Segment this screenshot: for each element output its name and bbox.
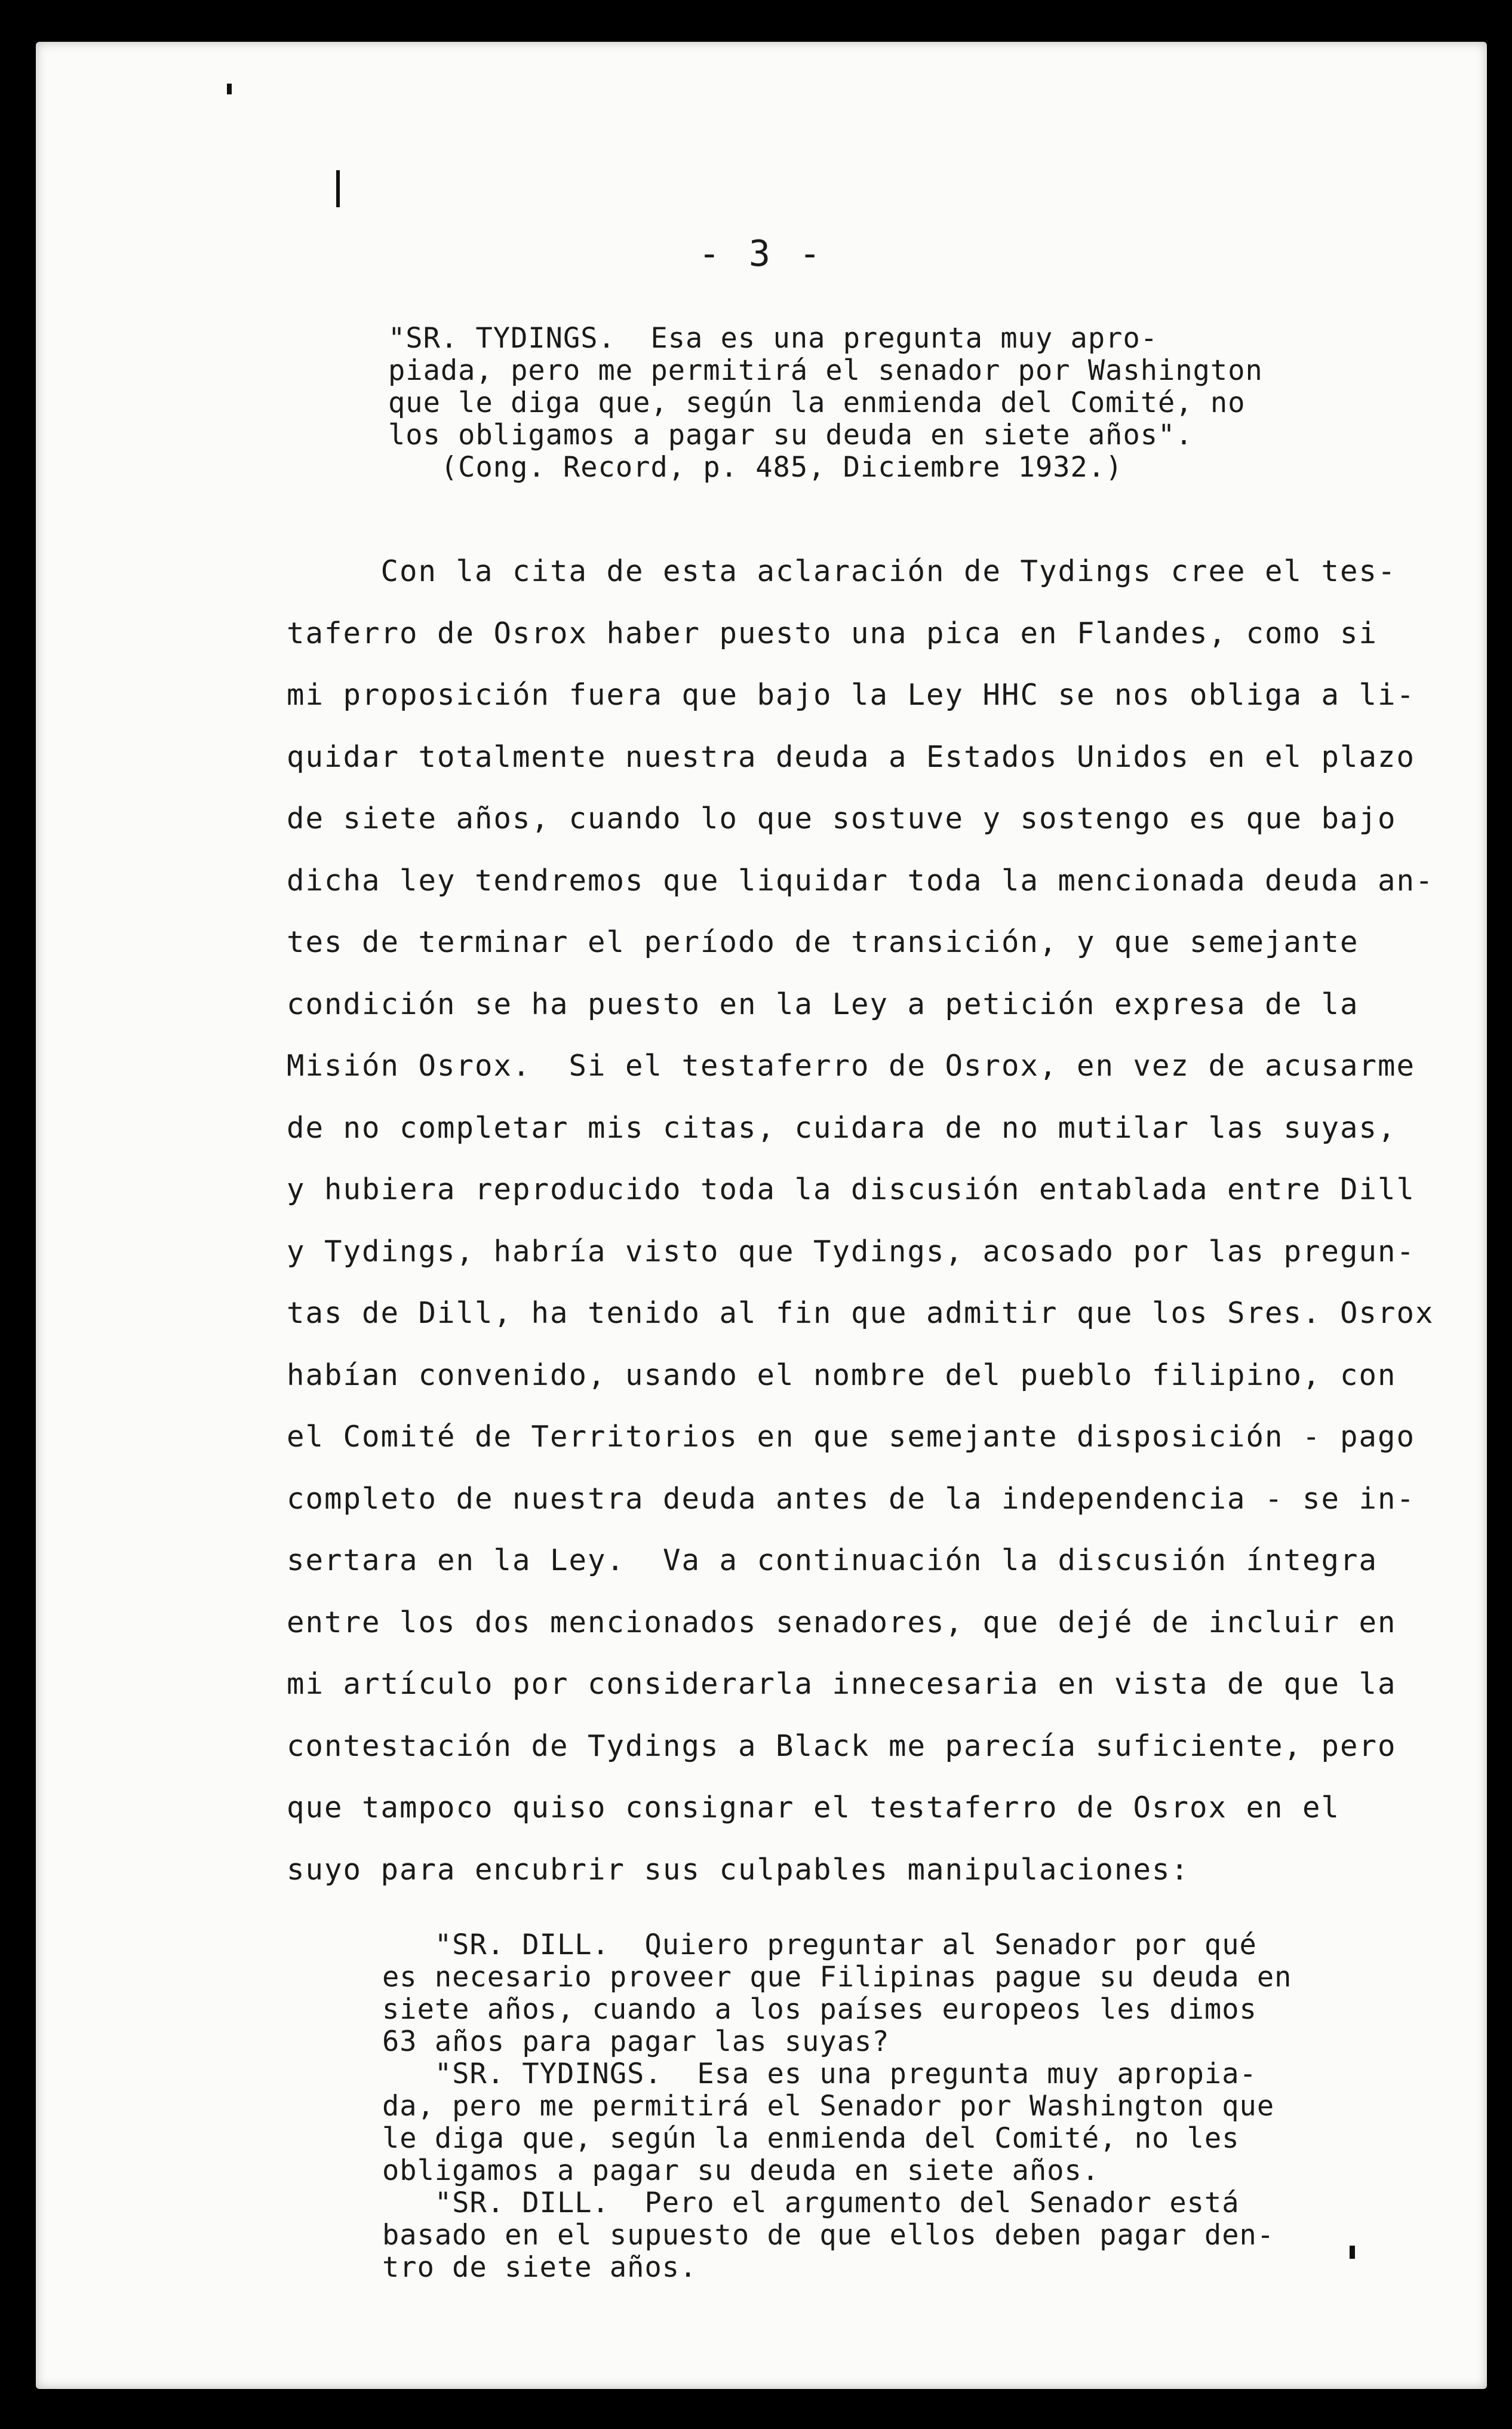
quote-line: es necesario proveer que Filipinas pague su deuda en	[382, 1961, 1292, 1994]
quote-line: siete años, cuando a los países europeos les dimos	[382, 1993, 1257, 2026]
body-line: condición se ha puesto en la Ley a petición expresa de la	[287, 987, 1359, 1021]
body-line: Con la cita de esta aclaración de Tydings cree el tes-	[287, 554, 1397, 588]
body-line: el Comité de Territorios en que semejante disposición - pago	[287, 1420, 1416, 1454]
quote-line: basado en el supuesto de que ellos deben pagar den-	[382, 2219, 1275, 2252]
body-line: habían convenido, usando el nombre del pueblo filipino, con	[287, 1358, 1397, 1392]
body-line: tes de terminar el período de transición, y que semejante	[287, 925, 1359, 959]
body-paragraph	[287, 541, 1451, 1900]
body-line: contestación de Tydings a Black me parecía suficiente, pero	[287, 1728, 1397, 1763]
body-line: sertara en la Ley. Va a continuación la discusión íntegra	[287, 1543, 1378, 1577]
ink-mark	[1350, 2246, 1355, 2259]
body-line: Misión Osrox. Si el testaferro de Osrox, en vez de acusarme	[287, 1049, 1416, 1083]
body-line: mi artículo por considerarla innecesaria en vista de que la	[287, 1667, 1397, 1701]
quote-line: "SR. DILL. Quiero preguntar al Senador por qué	[382, 1929, 1257, 1961]
quote-line: tro de siete años.	[382, 2251, 697, 2284]
body-line: quidar totalmente nuestra deuda a Estados Unidos en el plazo	[287, 739, 1416, 774]
body-line: completo de nuestra deuda antes de la independencia - se in-	[287, 1481, 1416, 1516]
body-line: que tampoco quiso consignar el testaferro de Osrox en el	[287, 1791, 1341, 1825]
body-line: de no completar mis citas, cuidara de no mutilar las suyas,	[287, 1110, 1397, 1145]
body-line: tas de Dill, ha tenido al fin que admitir que los Sres. Osrox	[287, 1296, 1434, 1330]
closing-quote	[382, 1929, 1292, 2284]
ink-mark	[336, 170, 340, 207]
quote-line: le diga que, según la enmienda del Comité, no les	[382, 2122, 1240, 2155]
quote-line: "SR. TYDINGS. Esa es una pregunta muy apro-	[388, 322, 1158, 355]
quote-line: piada, pero me permitirá el senador por Washington	[388, 354, 1263, 387]
ink-mark	[227, 84, 232, 94]
page-number: - 3 -	[698, 233, 825, 275]
body-line: y Tydings, habría visto que Tydings, acosado por las pregun-	[287, 1234, 1416, 1269]
quote-line: que le diga que, según la enmienda del Comité, no	[388, 386, 1246, 419]
quote-line: 63 años para pagar las suyas?	[382, 2025, 890, 2058]
body-line: y hubiera reproducido toda la discusión entablada entre Dill	[287, 1172, 1416, 1206]
body-line: entre los dos mencionados senadores, que dejé de incluir en	[287, 1605, 1397, 1639]
opening-quote	[388, 323, 1263, 484]
quote-line: da, pero me permitirá el Senador por Washington que	[382, 2090, 1275, 2123]
quote-line: obligamos a pagar su deuda en siete años.	[382, 2154, 1100, 2187]
body-line: mi proposición fuera que bajo la Ley HHC se nos obliga a li-	[287, 678, 1416, 712]
document-page	[36, 42, 1487, 2389]
quote-citation: (Cong. Record, p. 485, Diciembre 1932.)	[388, 451, 1123, 484]
body-line: suyo para encubrir sus culpables manipulaciones:	[287, 1852, 1190, 1887]
quote-line: los obligamos a pagar su deuda en siete años".	[388, 419, 1193, 452]
body-line: dicha ley tendremos que liquidar toda la mencionada deuda an-	[287, 863, 1434, 898]
body-line: de siete años, cuando lo que sostuve y sostengo es que bajo	[287, 802, 1397, 836]
body-line: taferro de Osrox haber puesto una pica en Flandes, como si	[287, 616, 1378, 650]
quote-line: "SR. TYDINGS. Esa es una pregunta muy apropia-	[382, 2058, 1257, 2090]
quote-line: "SR. DILL. Pero el argumento del Senador está	[382, 2187, 1240, 2219]
